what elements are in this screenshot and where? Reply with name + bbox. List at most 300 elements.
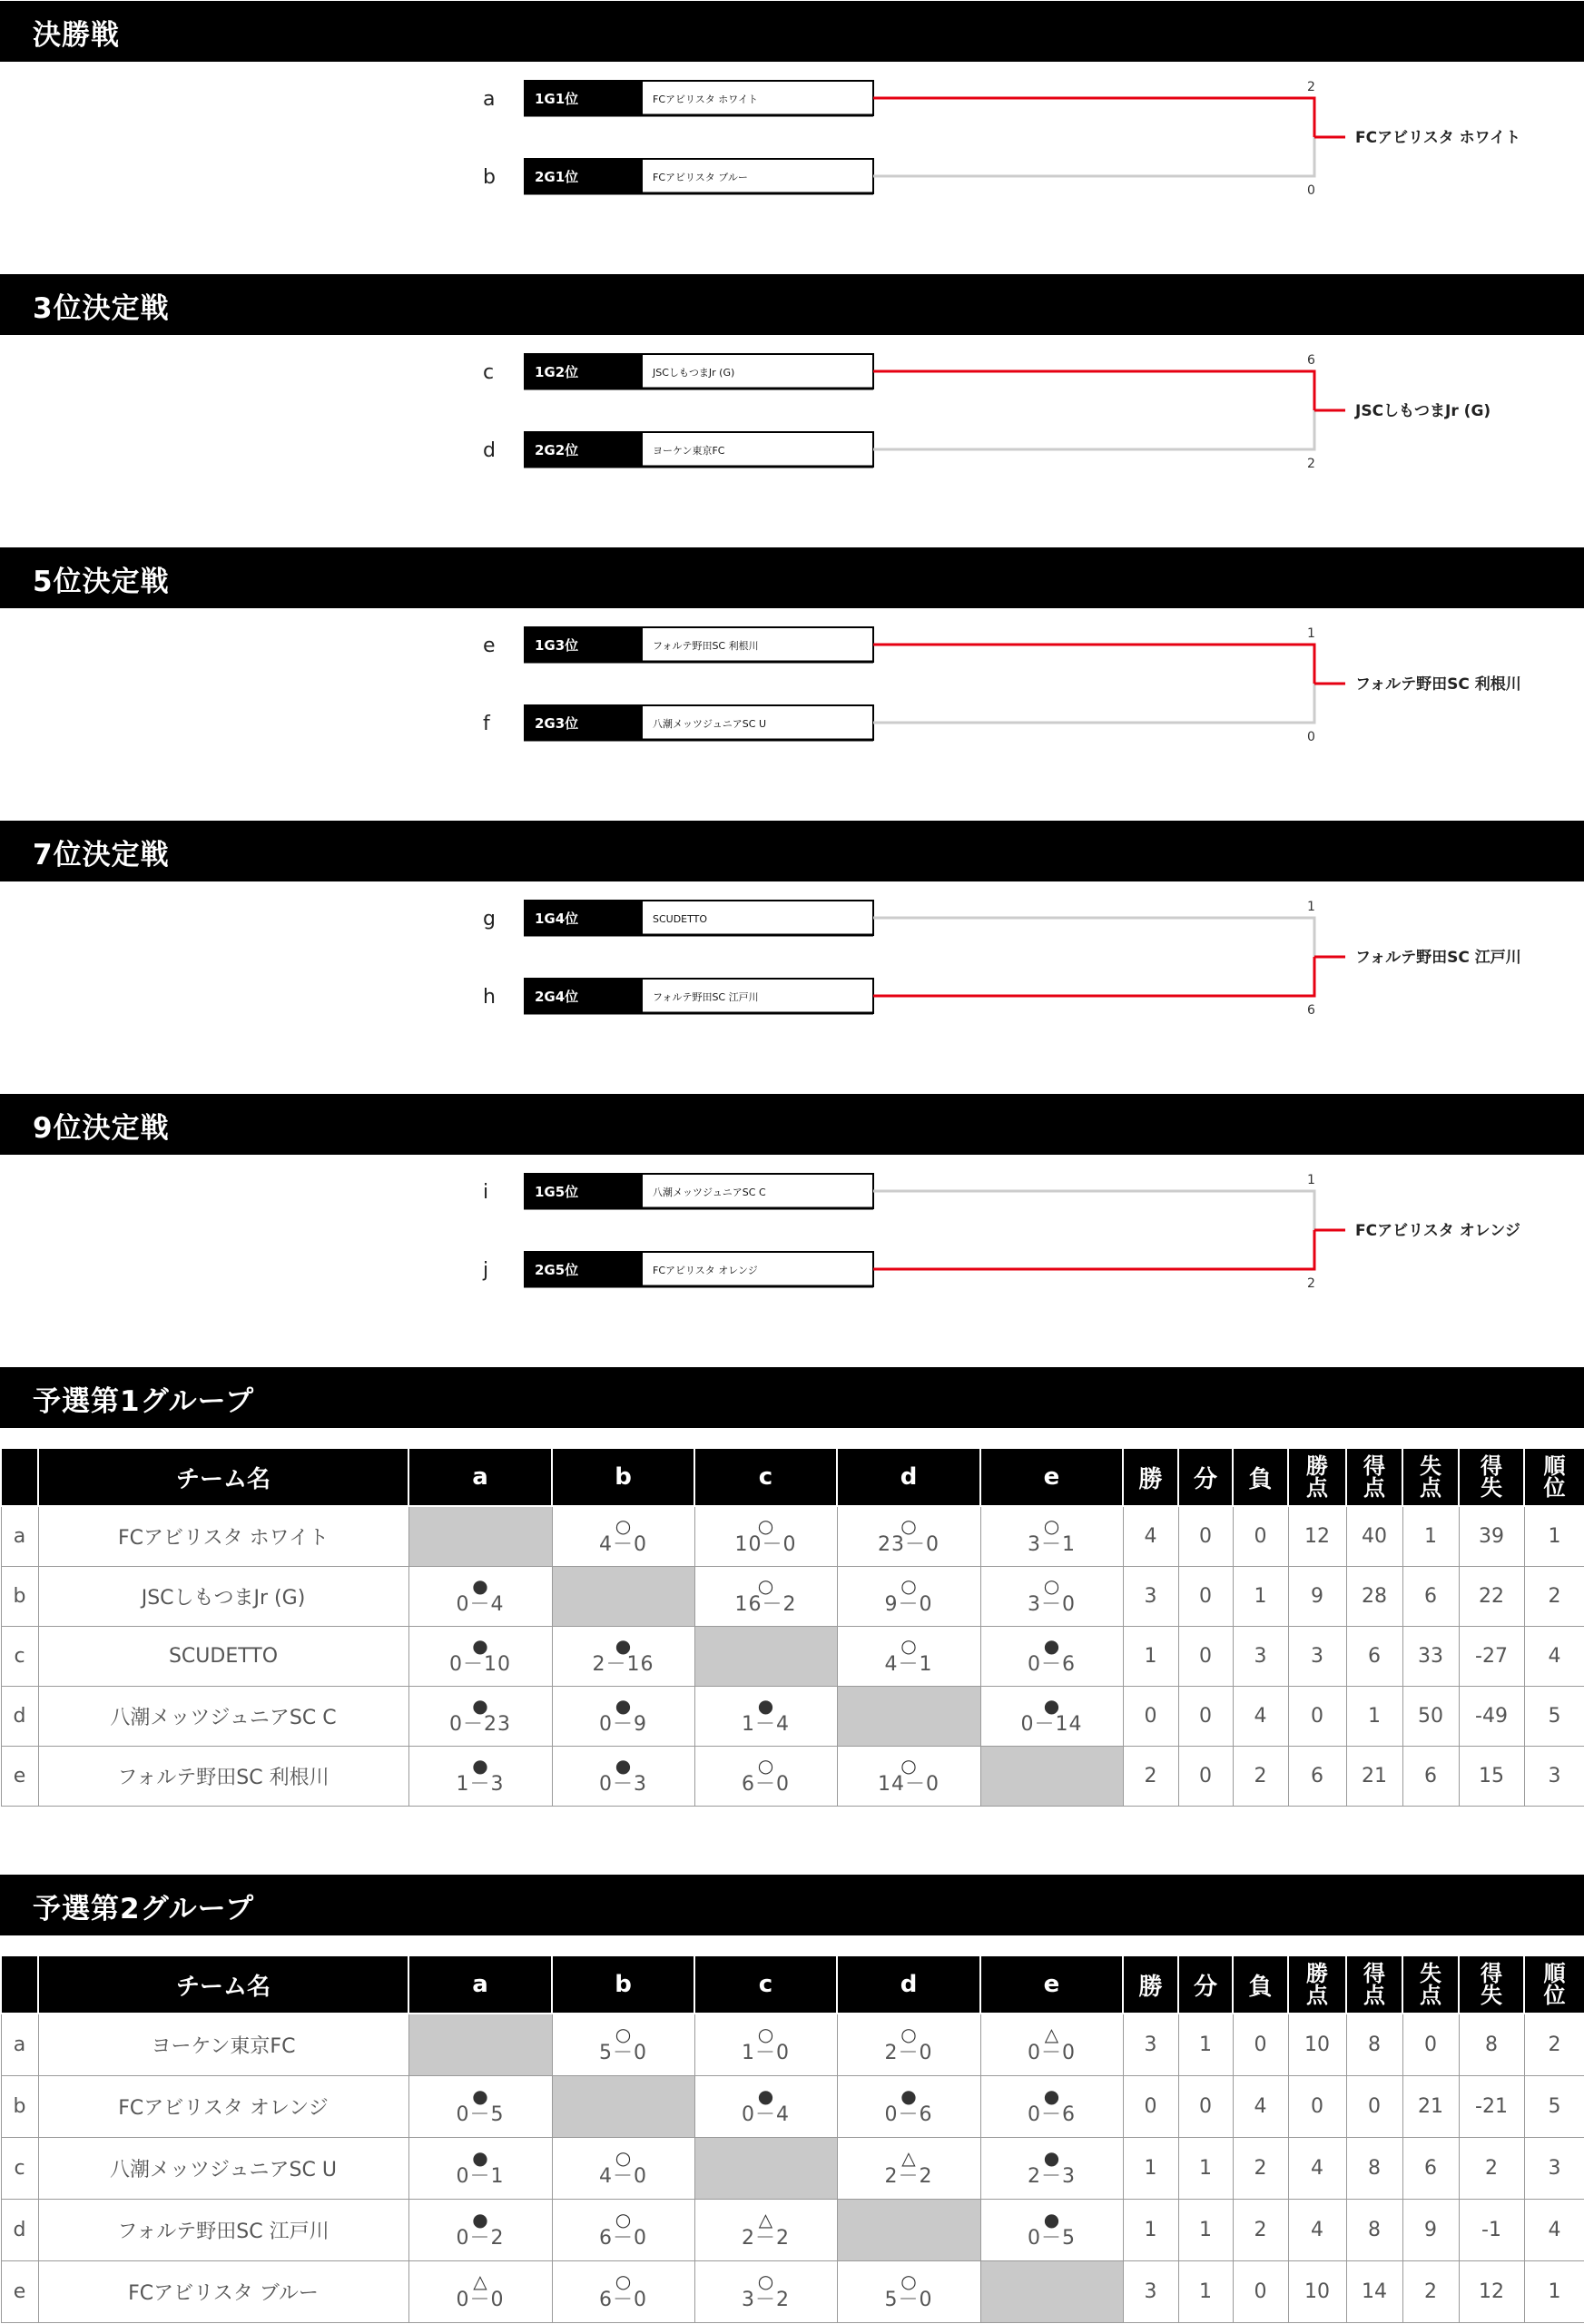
- bracket-match: [483, 900, 1521, 1018]
- stat-cell: 0: [1178, 1626, 1233, 1686]
- stat-cell: 40: [1346, 1506, 1402, 1566]
- result-mark: ●: [472, 1755, 488, 1777]
- column-header: d: [837, 1448, 980, 1506]
- stat-cell: 10: [1288, 2014, 1346, 2075]
- stat-cell: 0: [1233, 1506, 1288, 1566]
- result-score: 0－14: [1020, 1713, 1083, 1736]
- self-match-cell: [552, 2075, 694, 2137]
- stat-cell: -27: [1459, 1626, 1524, 1686]
- result-score: 0－6: [1028, 1653, 1076, 1676]
- result-mark: ●: [1043, 1635, 1060, 1657]
- stat-cell: 3: [1524, 2137, 1584, 2199]
- match-slot-label: f: [483, 713, 490, 735]
- stat-cell: 0: [1288, 2075, 1346, 2137]
- result-cell: [980, 2014, 1123, 2075]
- result-mark: ●: [472, 2147, 488, 2169]
- stat-cell: 0: [1178, 1686, 1233, 1746]
- self-match-cell: [408, 2014, 552, 2075]
- section-title: 5位決定戦: [33, 566, 170, 598]
- result-mark: ●: [900, 2085, 917, 2107]
- result-cell: [552, 2137, 694, 2199]
- stat-cell: 9: [1402, 2199, 1459, 2260]
- stat-cell: 8: [1459, 2014, 1524, 2075]
- header-blank: [1, 1448, 38, 1506]
- result-cell: [694, 2260, 837, 2322]
- result-score: 4－0: [599, 2165, 647, 2188]
- winner-path: [873, 1230, 1314, 1269]
- team-name: フォルテ野田SC 江戸川: [653, 991, 759, 1003]
- stat-cell: 1: [1402, 1506, 1459, 1566]
- result-score: 4－0: [599, 1533, 647, 1557]
- result-cell: [980, 1626, 1123, 1686]
- result-score: 4－1: [884, 1653, 933, 1676]
- stat-cell: 8: [1346, 2199, 1402, 2260]
- stat-cell: 1: [1178, 2137, 1233, 2199]
- stat-cell: 1: [1178, 2199, 1233, 2260]
- team-name: フォルテ野田SC 利根川: [653, 640, 759, 652]
- self-match-cell: [408, 1506, 552, 1566]
- table-row: [1, 2014, 1584, 2075]
- stat-cell: 3: [1123, 1566, 1178, 1626]
- section-title: 決勝戦: [33, 19, 120, 52]
- result-cell: [694, 2014, 837, 2075]
- match-score: 1: [1307, 900, 1315, 914]
- stat-cell: 0: [1178, 1746, 1233, 1806]
- result-mark: ○: [757, 1755, 774, 1777]
- stat-cell: 0: [1402, 2014, 1459, 2075]
- loser-path: [873, 410, 1314, 449]
- stat-cell: 2: [1524, 2014, 1584, 2075]
- result-cell: [980, 2075, 1123, 2137]
- section-header: [0, 1094, 1584, 1155]
- stat-cell: 4: [1524, 2199, 1584, 2260]
- seed-label: 1G3位: [535, 637, 579, 654]
- column-header: 順 位: [1524, 1955, 1584, 2014]
- result-cell: [837, 1506, 980, 1566]
- team-name: SCUDETTO: [653, 913, 708, 925]
- result-cell: [837, 1626, 980, 1686]
- result-mark: ●: [1043, 2147, 1060, 2169]
- team-name-cell: FCアビリスタ ブルー: [38, 2260, 408, 2322]
- stat-cell: 0: [1233, 2014, 1288, 2075]
- column-header: 勝 点: [1288, 1955, 1346, 2014]
- result-cell: [837, 2260, 980, 2322]
- table-row: [1, 1506, 1584, 1566]
- seed-label: 1G4位: [535, 911, 579, 927]
- result-mark: ○: [900, 2024, 917, 2046]
- result-score: 0－4: [742, 2103, 790, 2126]
- result-cell: [980, 1506, 1123, 1566]
- table-row: [1, 2137, 1584, 2199]
- result-mark: △: [1044, 2024, 1059, 2046]
- match-score: 1: [1307, 626, 1315, 641]
- result-cell: [694, 1746, 837, 1806]
- result-score: 0－3: [599, 1773, 647, 1796]
- stat-cell: 2: [1233, 2199, 1288, 2260]
- team-name-cell: FCアビリスタ オレンジ: [38, 2075, 408, 2137]
- match-slot-label: b: [483, 166, 496, 189]
- stat-cell: 50: [1402, 1686, 1459, 1746]
- column-header: b: [552, 1448, 694, 1506]
- stat-cell: 1: [1123, 1626, 1178, 1686]
- column-header: 勝 点: [1288, 1448, 1346, 1506]
- stat-cell: 21: [1346, 1746, 1402, 1806]
- result-mark: ○: [900, 2270, 917, 2292]
- stat-cell: 0: [1178, 2075, 1233, 2137]
- stat-cell: 0: [1233, 2260, 1288, 2322]
- result-mark: ●: [472, 2085, 488, 2107]
- column-header: 順 位: [1524, 1448, 1584, 1506]
- column-header: 勝: [1123, 1955, 1178, 2014]
- column-header: 失 点: [1402, 1448, 1459, 1506]
- result-cell: [552, 1506, 694, 1566]
- result-score: 6－0: [599, 2227, 647, 2250]
- result-score: 0－1: [456, 2165, 505, 2188]
- result-cell: [408, 1746, 552, 1806]
- result-score: 5－0: [599, 2042, 647, 2065]
- row-id: c: [1, 1626, 38, 1686]
- stat-cell: 5: [1524, 2075, 1584, 2137]
- column-header: a: [408, 1955, 552, 2014]
- bracket-match: [483, 626, 1521, 744]
- match-slot-label: c: [483, 361, 495, 384]
- table-row: [1, 1626, 1584, 1686]
- match-winner: フォルテ野田SC 利根川: [1355, 675, 1521, 694]
- bracket-match: [482, 1173, 1520, 1291]
- stat-cell: 15: [1459, 1746, 1524, 1806]
- result-mark: △: [901, 2147, 916, 2169]
- result-cell: [837, 2075, 980, 2137]
- match-slot-label: h: [483, 986, 496, 1009]
- stat-cell: 28: [1346, 1566, 1402, 1626]
- match-winner: フォルテ野田SC 江戸川: [1355, 949, 1521, 967]
- match-slot-label: a: [483, 88, 496, 111]
- result-score: 0－6: [1028, 2103, 1076, 2126]
- result-cell: [837, 2137, 980, 2199]
- seed-label: 2G1位: [535, 169, 579, 185]
- stat-cell: 0: [1178, 1506, 1233, 1566]
- match-score: 0: [1307, 183, 1315, 198]
- result-score: 0－4: [456, 1593, 505, 1616]
- stat-cell: 8: [1346, 2137, 1402, 2199]
- stat-cell: -49: [1459, 1686, 1524, 1746]
- self-match-cell: [980, 2260, 1123, 2322]
- result-score: 9－0: [884, 1593, 933, 1616]
- stat-cell: 6: [1402, 1566, 1459, 1626]
- result-mark: △: [758, 2209, 773, 2230]
- result-score: 0－0: [1028, 2042, 1076, 2065]
- seed-label: 2G3位: [535, 715, 579, 732]
- result-cell: [980, 2199, 1123, 2260]
- result-cell: [694, 2075, 837, 2137]
- stat-cell: 2: [1123, 1746, 1178, 1806]
- loser-path: [873, 918, 1314, 957]
- team-name-cell: ヨーケン東京FC: [38, 2014, 408, 2075]
- result-mark: ○: [900, 1515, 917, 1538]
- stat-cell: 10: [1288, 2260, 1346, 2322]
- self-match-cell: [694, 1626, 837, 1686]
- stat-cell: 12: [1459, 2260, 1524, 2322]
- row-id: b: [1, 2075, 38, 2137]
- winner-path: [873, 371, 1314, 410]
- column-header: チーム名: [38, 1448, 408, 1506]
- column-header: 分: [1178, 1955, 1233, 2014]
- stat-cell: 0: [1178, 1566, 1233, 1626]
- result-score: 0－2: [456, 2227, 505, 2250]
- stat-cell: 1: [1524, 2260, 1584, 2322]
- stat-cell: 14: [1346, 2260, 1402, 2322]
- stat-cell: 0: [1123, 1686, 1178, 1746]
- result-mark: ●: [472, 1575, 488, 1597]
- match-score: 2: [1307, 1276, 1315, 1291]
- result-cell: [552, 1746, 694, 1806]
- result-score: 2－2: [884, 2165, 933, 2188]
- result-score: 1－0: [742, 2042, 790, 2065]
- column-header: 失 点: [1402, 1955, 1459, 2014]
- match-winner: FCアビリスタ オレンジ: [1355, 1222, 1520, 1240]
- team-name: FCアビリスタ オレンジ: [653, 1265, 758, 1276]
- result-mark: ●: [472, 2209, 488, 2230]
- stat-cell: 33: [1402, 1626, 1459, 1686]
- column-header: 分: [1178, 1448, 1233, 1506]
- result-score: 0－0: [456, 2289, 505, 2311]
- stat-cell: 9: [1288, 1566, 1346, 1626]
- result-mark: ○: [615, 2024, 632, 2046]
- seed-label: 1G2位: [535, 364, 579, 380]
- result-mark: ●: [615, 1635, 632, 1657]
- self-match-cell: [837, 2199, 980, 2260]
- table-row: [1, 2199, 1584, 2260]
- stat-cell: 4: [1233, 1686, 1288, 1746]
- match-score: 2: [1307, 80, 1315, 94]
- result-score: 0－6: [884, 2103, 933, 2126]
- loser-path: [873, 684, 1314, 723]
- match-slot-label: e: [483, 635, 496, 657]
- result-score: 23－0: [878, 1533, 940, 1557]
- section-title: 3位決定戦: [33, 292, 170, 325]
- winner-path: [873, 98, 1314, 137]
- stat-cell: 1: [1524, 1506, 1584, 1566]
- result-cell: [552, 2199, 694, 2260]
- row-id: b: [1, 1566, 38, 1626]
- stat-cell: -1: [1459, 2199, 1524, 2260]
- result-score: 0－23: [449, 1713, 511, 1736]
- stat-cell: 1: [1178, 2260, 1233, 2322]
- result-mark: ○: [900, 1635, 917, 1657]
- team-name-cell: 八潮メッツジュニアSC U: [38, 2137, 408, 2199]
- result-score: 2－2: [742, 2227, 790, 2250]
- column-header: a: [408, 1448, 552, 1506]
- section-header: [0, 274, 1584, 335]
- match-score: 2: [1307, 457, 1315, 471]
- result-cell: [408, 1686, 552, 1746]
- stat-cell: 3: [1123, 2260, 1178, 2322]
- team-name-cell: フォルテ野田SC 江戸川: [38, 2199, 408, 2260]
- match-slot-label: g: [483, 908, 496, 931]
- column-header: c: [694, 1448, 837, 1506]
- column-header: b: [552, 1955, 694, 2014]
- match-slot-label: j: [483, 1259, 489, 1282]
- stat-cell: 0: [1288, 1686, 1346, 1746]
- column-header: c: [694, 1955, 837, 2014]
- result-score: 3－2: [742, 2289, 790, 2311]
- result-cell: [408, 2260, 552, 2322]
- result-mark: ○: [757, 1575, 774, 1597]
- stat-cell: 4: [1123, 1506, 1178, 1566]
- stat-cell: 4: [1288, 2199, 1346, 2260]
- bracket-match: [483, 80, 1520, 198]
- stat-cell: 2: [1524, 1566, 1584, 1626]
- team-name-cell: 八潮メッツジュニアSC C: [38, 1686, 408, 1746]
- stat-cell: 2: [1402, 2260, 1459, 2322]
- table-row: [1, 2260, 1584, 2322]
- column-header: e: [980, 1448, 1123, 1506]
- self-match-cell: [837, 1686, 980, 1746]
- stat-cell: 1: [1123, 2199, 1178, 2260]
- team-name: FCアビリスタ ブルー: [653, 172, 748, 183]
- stat-cell: 5: [1524, 1686, 1584, 1746]
- table-row: [1, 1566, 1584, 1626]
- stat-cell: 3: [1288, 1626, 1346, 1686]
- result-cell: [408, 1626, 552, 1686]
- result-mark: ●: [757, 1695, 774, 1717]
- stat-cell: 4: [1524, 1626, 1584, 1686]
- self-match-cell: [552, 1566, 694, 1626]
- group-header: [0, 1875, 1584, 1935]
- stat-cell: 1: [1178, 2014, 1233, 2075]
- section-title: 9位決定戦: [33, 1112, 170, 1145]
- column-header: 得 点: [1346, 1955, 1402, 2014]
- result-cell: [694, 2199, 837, 2260]
- result-score: 0－5: [1028, 2227, 1076, 2250]
- stat-cell: 8: [1346, 2014, 1402, 2075]
- result-score: 6－0: [742, 1773, 790, 1796]
- winner-path: [873, 957, 1314, 996]
- result-cell: [408, 2075, 552, 2137]
- row-id: d: [1, 2199, 38, 2260]
- result-score: 3－1: [1028, 1533, 1076, 1557]
- match-winner: JSCしもつまJr (G): [1355, 402, 1491, 420]
- header-blank: [1, 1955, 38, 2014]
- result-cell: [694, 1686, 837, 1746]
- result-cell: [408, 2137, 552, 2199]
- stat-cell: 2: [1459, 2137, 1524, 2199]
- result-score: 10－0: [734, 1533, 797, 1557]
- result-mark: ○: [900, 1575, 917, 1597]
- stat-cell: -21: [1459, 2075, 1524, 2137]
- team-name-cell: JSCしもつまJr (G): [38, 1566, 408, 1626]
- match-score: 1: [1307, 1173, 1315, 1187]
- result-cell: [837, 1746, 980, 1806]
- team-name: ヨーケン東京FC: [653, 445, 725, 457]
- stat-cell: 1: [1233, 1566, 1288, 1626]
- match-slot-label: d: [483, 439, 496, 462]
- section-header: [0, 547, 1584, 608]
- result-cell: [837, 1566, 980, 1626]
- result-cell: [552, 1686, 694, 1746]
- result-cell: [408, 2199, 552, 2260]
- stat-cell: 1: [1346, 1686, 1402, 1746]
- result-mark: ○: [757, 1515, 774, 1538]
- result-cell: [980, 2137, 1123, 2199]
- result-cell: [552, 2260, 694, 2322]
- match-score: 6: [1307, 353, 1315, 368]
- stat-cell: 6: [1402, 1746, 1459, 1806]
- result-mark: ○: [1043, 1515, 1060, 1538]
- result-mark: △: [473, 2270, 487, 2292]
- stat-cell: 12: [1288, 1506, 1346, 1566]
- result-score: 16－2: [734, 1593, 797, 1616]
- row-id: d: [1, 1686, 38, 1746]
- match-score: 6: [1307, 1003, 1315, 1018]
- section-header: [0, 821, 1584, 881]
- table-header-row: [1, 1955, 1584, 2014]
- section-header: [0, 1, 1584, 62]
- stat-cell: 39: [1459, 1506, 1524, 1566]
- stat-cell: 3: [1233, 1626, 1288, 1686]
- result-score: 3－0: [1028, 1593, 1076, 1616]
- group-title: 予選第2グループ: [33, 1893, 255, 1925]
- result-score: 2－3: [1028, 2165, 1076, 2188]
- team-name: JSCしもつまJr (G): [653, 367, 735, 379]
- standings-table: [0, 1447, 1584, 1807]
- column-header: 得 失: [1459, 1955, 1524, 2014]
- group-header: [0, 1367, 1584, 1428]
- table-row: [1, 1686, 1584, 1746]
- stat-cell: 0: [1346, 2075, 1402, 2137]
- column-header: 負: [1233, 1448, 1288, 1506]
- result-mark: ○: [615, 2209, 632, 2230]
- column-header: 得 失: [1459, 1448, 1524, 1506]
- table-row: [1, 2075, 1584, 2137]
- result-mark: ○: [757, 2024, 774, 2046]
- result-mark: ●: [1043, 2209, 1060, 2230]
- stat-cell: 3: [1123, 2014, 1178, 2075]
- result-cell: [694, 1506, 837, 1566]
- result-mark: ●: [1043, 1695, 1060, 1717]
- row-id: a: [1, 2014, 38, 2075]
- result-mark: ●: [472, 1635, 488, 1657]
- result-cell: [980, 1686, 1123, 1746]
- result-score: 5－0: [884, 2289, 933, 2311]
- result-cell: [552, 2014, 694, 2075]
- seed-label: 2G4位: [535, 989, 579, 1005]
- result-cell: [694, 1566, 837, 1626]
- standings-table: [0, 1955, 1584, 2323]
- column-header: 勝: [1123, 1448, 1178, 1506]
- result-score: 0－5: [456, 2103, 505, 2126]
- result-score: 6－0: [599, 2289, 647, 2311]
- result-mark: ●: [615, 1755, 632, 1777]
- stat-cell: 22: [1459, 1566, 1524, 1626]
- stat-cell: 6: [1288, 1746, 1346, 1806]
- stat-cell: 6: [1346, 1626, 1402, 1686]
- result-score: 0－9: [599, 1713, 647, 1736]
- column-header: 得 点: [1346, 1448, 1402, 1506]
- result-mark: ●: [615, 1695, 632, 1717]
- result-mark: ○: [900, 1755, 917, 1777]
- result-mark: ○: [615, 2270, 632, 2292]
- table-header-row: [1, 1448, 1584, 1506]
- result-mark: ●: [1043, 2085, 1060, 2107]
- result-mark: ○: [615, 1515, 632, 1538]
- seed-label: 2G5位: [535, 1262, 579, 1278]
- loser-path: [873, 137, 1314, 176]
- stat-cell: 21: [1402, 2075, 1459, 2137]
- result-cell: [980, 1566, 1123, 1626]
- row-id: c: [1, 2137, 38, 2199]
- result-cell: [408, 1566, 552, 1626]
